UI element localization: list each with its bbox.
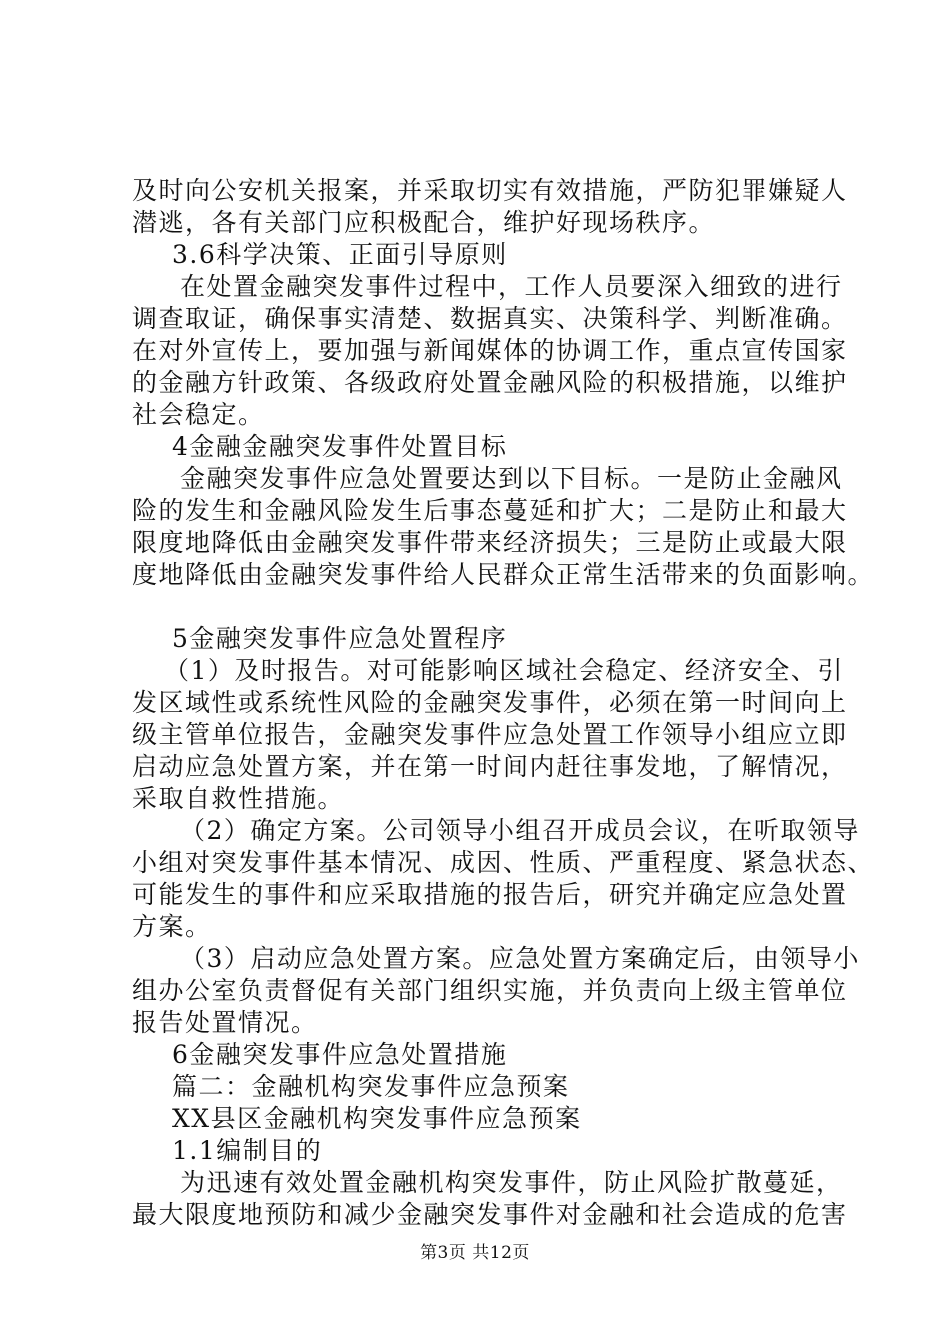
section-heading: 4金融金融突发事件处置目标 — [172, 432, 508, 461]
paragraph-line: 在处置金融突发事件过程中，工作人员要深入细致的进行 — [180, 272, 843, 301]
paragraph-line: 金融突发事件应急处置要达到以下目标。一是防止金融风 — [180, 464, 843, 493]
blank-line — [132, 591, 838, 623]
paragraph-line: 的金融方针政策、各级政府处置金融风险的积极措施，以维护 — [132, 368, 848, 397]
section-heading: 1.1编制目的 — [172, 1136, 323, 1165]
body-text — [132, 175, 875, 1231]
paragraph-line: 在对外宣传上，要加强与新闻媒体的协调工作，重点宣传国家 — [132, 336, 848, 365]
paragraph-line: 调查取证，确保事实清楚、数据真实、决策科学、判断准确。 — [132, 304, 848, 333]
paragraph-line: 险的发生和金融风险发生后事态蔓延和扩大；二是防止和最大 — [132, 496, 848, 525]
paragraph-line: 最大限度地预防和减少金融突发事件对金融和社会造成的危害 — [132, 1200, 848, 1229]
section-heading: 5金融突发事件应急处置程序 — [172, 624, 508, 653]
paragraph-line: 启动应急处置方案，并在第一时间内赶往事发地，了解情况， — [132, 752, 848, 781]
paragraph-line: 级主管单位报告，金融突发事件应急处置工作领导小组应立即 — [132, 720, 848, 749]
section-heading: 6金融突发事件应急处置措施 — [172, 1040, 508, 1069]
paragraph-line: 限度地降低由金融突发事件带来经济损失；三是防止或最大限 — [132, 528, 848, 557]
part-heading: 篇二：金融机构突发事件应急预案 — [172, 1072, 570, 1101]
paragraph-line: 可能发生的事件和应采取措施的报告后，研究并确定应急处置 — [132, 880, 848, 909]
paragraph-line: 潜逃，各有关部门应积极配合，维护好现场秩序。 — [132, 208, 716, 237]
paragraph-line: （2）确定方案。公司领导小组召开成员会议，在听取领导 — [180, 816, 860, 845]
page-number-footer: 第3页 共12页 — [420, 1243, 530, 1263]
paragraph-line: 小组对突发事件基本情况、成因、性质、严重程度、紧急状态、 — [132, 848, 875, 877]
paragraph-line: 社会稳定。 — [132, 400, 265, 429]
section-heading: 3.6科学决策、正面引导原则 — [172, 240, 508, 269]
paragraph-line: （3）启动应急处置方案。应急处置方案确定后，由领导小 — [180, 944, 860, 973]
paragraph-line: 报告处置情况。 — [132, 1008, 318, 1037]
paragraph-line: 为迅速有效处置金融机构突发事件，防止风险扩散蔓延， — [180, 1168, 843, 1197]
paragraph-line: （1）及时报告。对可能影响区域社会稳定、经济安全、引 — [164, 656, 844, 685]
paragraph-line: 发区域性或系统性风险的金融突发事件，必须在第一时间向上 — [132, 688, 848, 717]
paragraph-line: 方案。 — [132, 912, 212, 941]
document-title: XX县区金融机构突发事件应急预案 — [172, 1104, 582, 1133]
paragraph-line: 及时向公安机关报案，并采取切实有效措施，严防犯罪嫌疑人 — [132, 176, 848, 205]
paragraph-line: 组办公室负责督促有关部门组织实施，并负责向上级主管单位 — [132, 976, 848, 1005]
paragraph-line: 度地降低由金融突发事件给人民群众正常生活带来的负面影响。 — [132, 560, 875, 589]
paragraph-line: 采取自救性措施。 — [132, 784, 345, 813]
